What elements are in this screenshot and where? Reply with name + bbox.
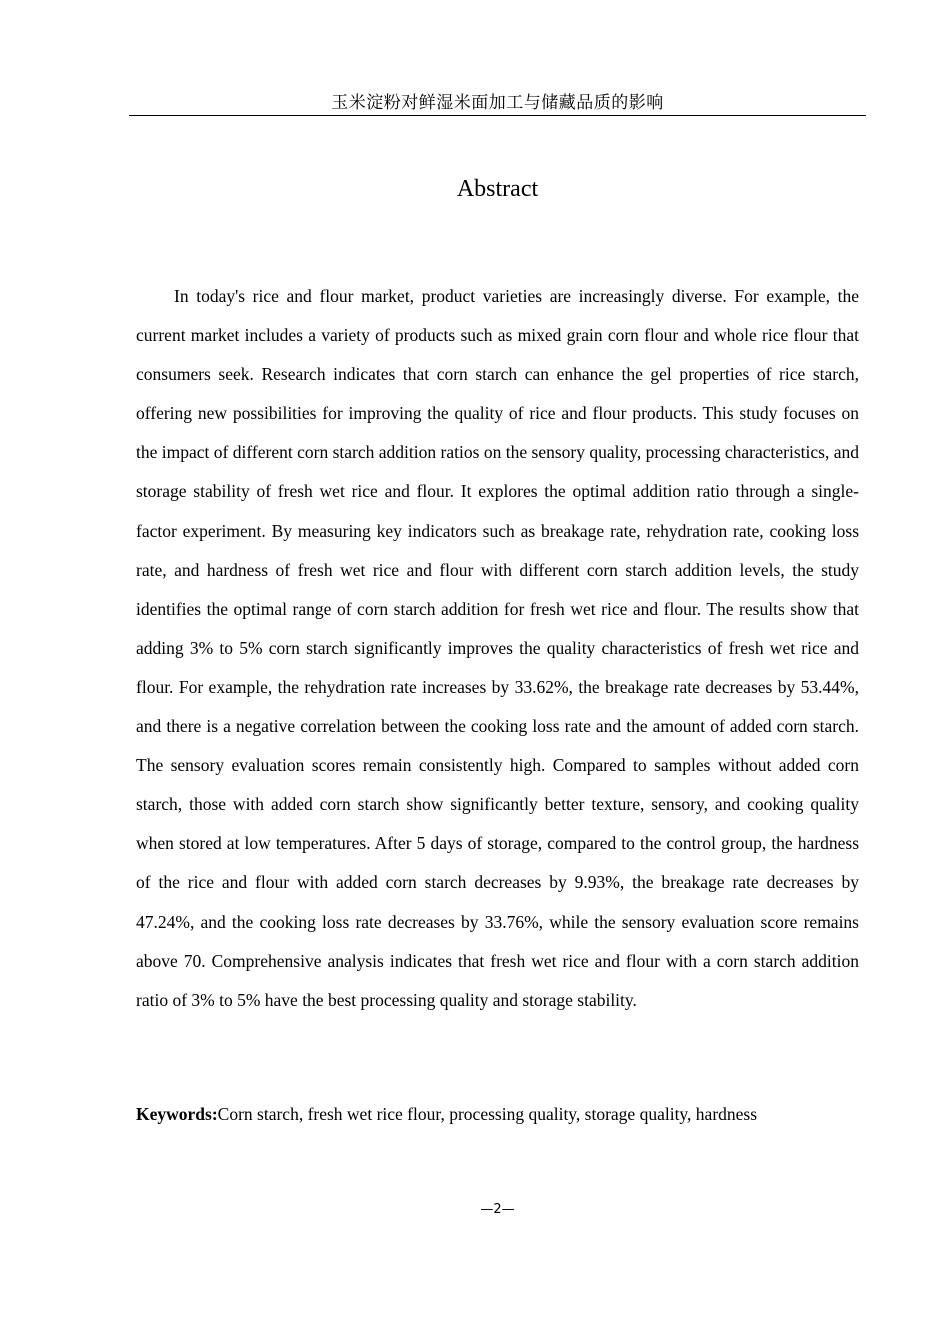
- keywords-line: [136, 1100, 859, 1128]
- running-header: [129, 92, 866, 116]
- page-number: —2—: [480, 1202, 515, 1217]
- keywords-text: Corn starch, fresh wet rice flour, processing quality, storage quality, hardness: [217, 1104, 758, 1124]
- running-header-title: 玉米淀粉对鲜湿米面加工与储藏品质的影响: [331, 93, 664, 113]
- abstract-body: In today's rice and flour market, product varieties are increasingly diverse. For example, the current market includes a variety of products such as mixed grain corn flour and whole rice flour that consumers seek. Research indicates that corn starch can enhance the gel properties of rice starch, offering new possibilities for improving the quality of rice and flour products. This study focuses on the impact of different corn starch addition ratios on the sensory quality, processing characteristics, and storage stability of fresh wet rice and flour. It explores the optimal addition ratio through a single-factor experiment. By measuring key indicators such as breakage rate, rehydration rate, cooking loss rate, and hardness of fresh wet rice and flour with different corn starch addition levels, the study identifies the optimal range of corn starch addition for fresh wet rice and flour. The results show that adding 3% to 5% corn starch significantly improves the quality characteristics of fresh wet rice and flour. For example, the rehydration rate increases by 33.62%, the breakage rate decreases by 53.44%, and there is a negative correlation between the cooking loss rate and the amount of added corn starch. The sensory evaluation scores remain consistently high. Compared to samples without added corn starch, those with added corn starch show significantly better texture, sensory, and cooking quality when stored at low temperatures. After 5 days of storage, compared to the control group, the hardness of the rice and flour with added corn starch decreases by 9.93%, the breakage rate decreases by 47.24%, and the cooking loss rate decreases by 33.76%, while the sensory evaluation score remains above 70. Comprehensive analysis indicates that fresh wet rice and flour with a corn starch addition ratio of 3% to 5% have the best processing quality and storage stability.: [136, 286, 859, 1010]
- keywords-label: Keywords:: [136, 1104, 218, 1124]
- abstract-title: Abstract: [456, 176, 539, 202]
